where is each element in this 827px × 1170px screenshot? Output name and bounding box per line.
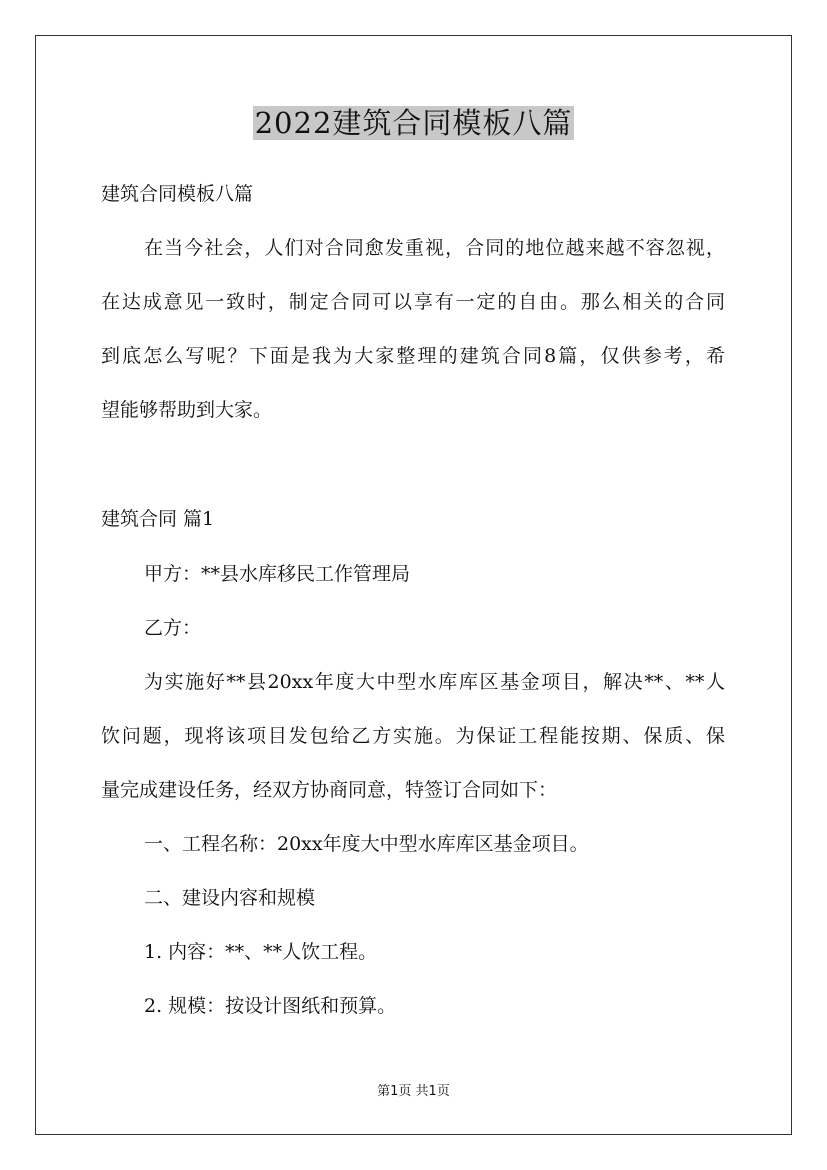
clause-2-item-2: 2. 规模：按设计图纸和预算。 <box>144 995 397 1017</box>
purpose-line-3: 量完成建设任务，经双方协商同意，特签订合同如下： <box>101 779 558 801</box>
intro-line-3: 到底怎么写呢？下面是我为大家整理的建筑合同8篇，仅供参考，希 <box>101 345 725 367</box>
party-b: 乙方： <box>144 617 202 639</box>
document-subtitle: 建筑合同模板八篇 <box>101 183 254 205</box>
clause-2: 二、建设内容和规模 <box>144 887 316 909</box>
intro-line-2: 在达成意见一致时，制定合同可以享有一定的自由。那么相关的合同 <box>101 291 725 313</box>
intro-line-1: 在当今社会，人们对合同愈发重视，合同的地位越来越不容忽视， <box>144 237 725 259</box>
intro-line-4: 望能够帮助到大家。 <box>101 399 273 421</box>
purpose-line-1: 为实施好**县20xx年度大中型水库库区基金项目，解决**、**人 <box>144 671 725 693</box>
page-footer: 第1页 共1页 <box>377 1084 450 1099</box>
clause-2-item-1: 1. 内容：**、**人饮工程。 <box>144 941 378 963</box>
party-a: 甲方：**县水库移民工作管理局 <box>144 563 411 585</box>
document-title <box>0 103 827 143</box>
clause-1: 一、工程名称：20xx年度大中型水库库区基金项目。 <box>144 833 589 855</box>
section-heading: 建筑合同 篇1 <box>101 508 215 530</box>
document-title-text: 2022建筑合同模板八篇 <box>254 106 573 140</box>
purpose-line-2: 饮问题，现将该项目发包给乙方实施。为保证工程能按期、保质、保 <box>101 725 725 747</box>
